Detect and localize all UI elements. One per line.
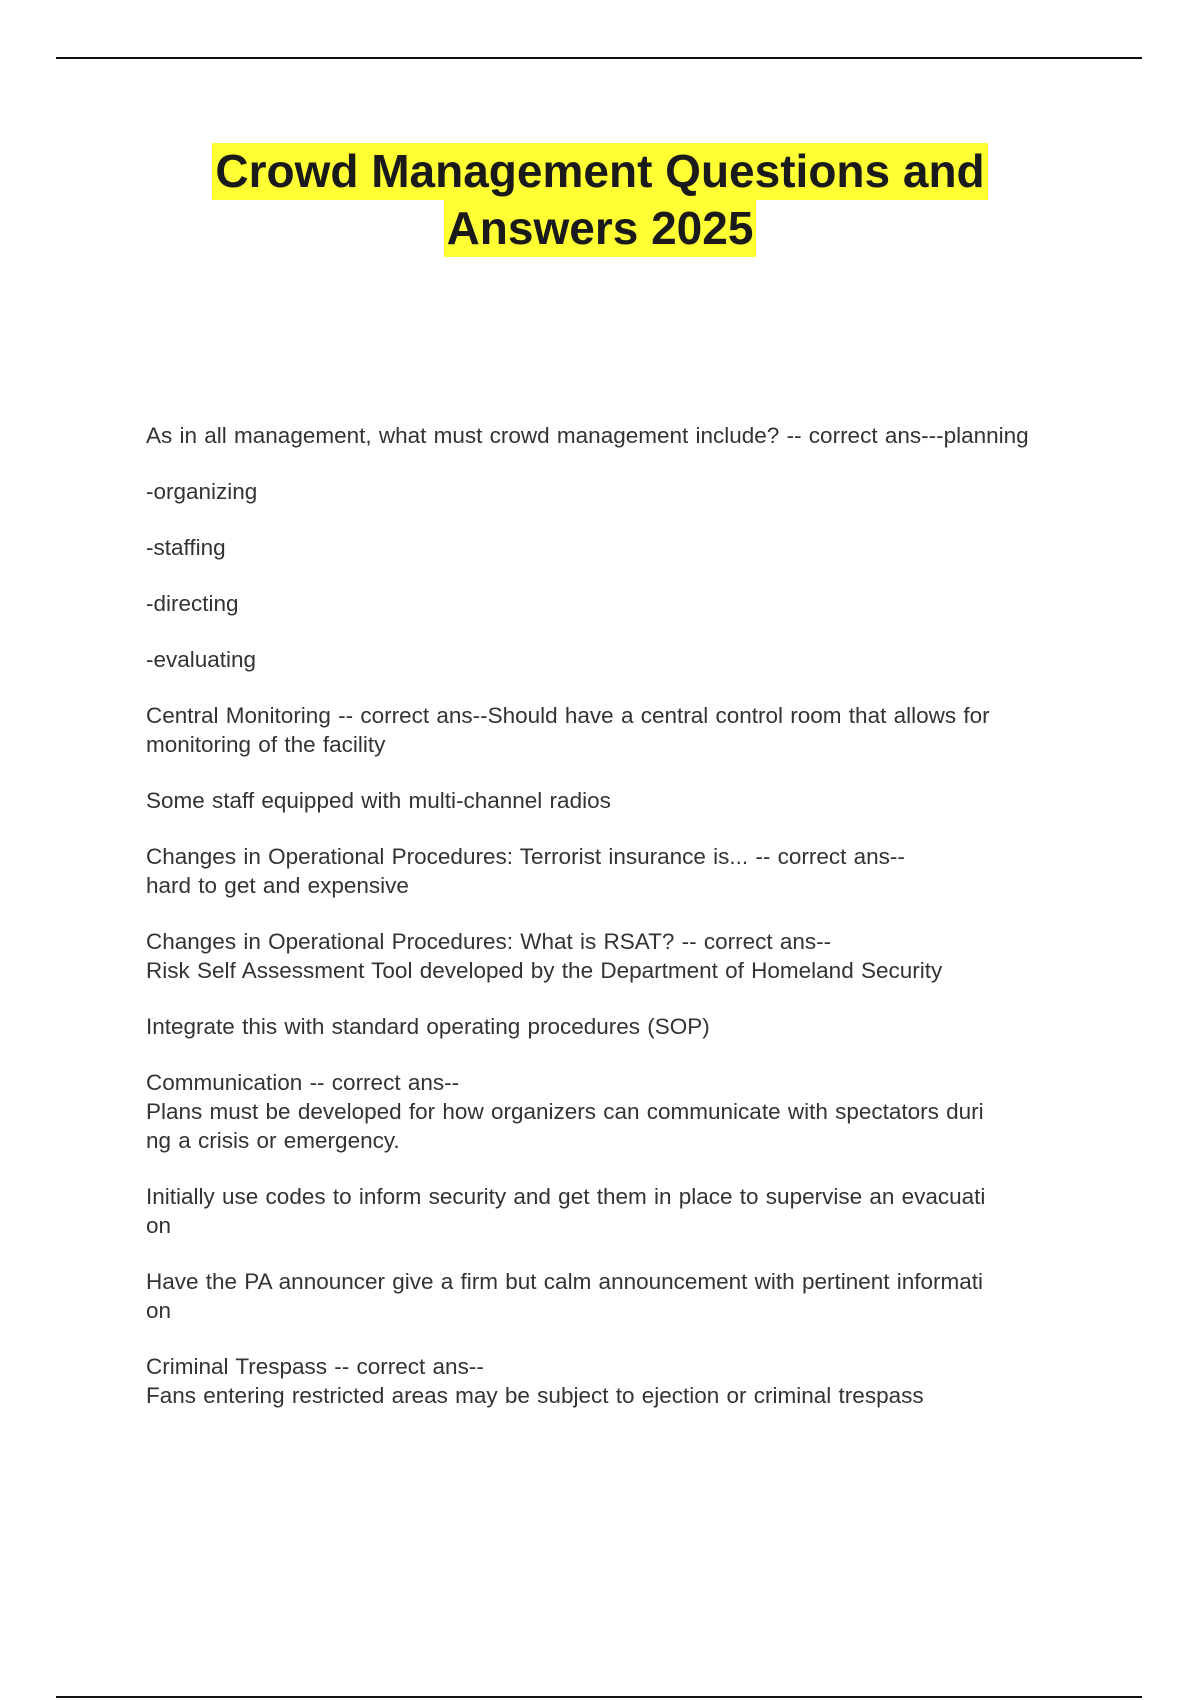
paragraph-criminal-trespass: Criminal Trespass -- correct ans-- Fans entering restricted areas may be subject to ejection or criminal trespass (146, 1354, 924, 1408)
title-line-2: Answers 2025 (444, 200, 757, 257)
paragraph-organizing: -organizing (146, 479, 258, 504)
paragraph-central-monitoring: Central Monitoring -- correct ans--Should have a central control room that allows for monitoring of the facility (146, 703, 990, 757)
paragraph-question-crowd-management: As in all management, what must crowd management include? -- correct ans---planning (146, 423, 1029, 448)
paragraph-staffing: -staffing (146, 535, 226, 560)
document-title (0, 143, 1200, 257)
paragraph-directing: -directing (146, 591, 239, 616)
paragraph-communication: Communication -- correct ans-- Plans must be developed for how organizers can communicate with spectators duri ng a crisis or emergency. (146, 1070, 984, 1153)
paragraph-evaluating: -evaluating (146, 647, 257, 672)
paragraph-sop: Integrate this with standard operating procedures (SOP) (146, 1014, 710, 1039)
paragraph-pa-announcer: Have the PA announcer give a firm but calm announcement with pertinent informati on (146, 1269, 984, 1323)
document-body (146, 421, 1096, 1437)
paragraph-rsat: Changes in Operational Procedures: What is RSAT? -- correct ans-- Risk Self Assessment Tool developed by the Department of Homeland Security (146, 929, 943, 983)
paragraph-terrorist-insurance: Changes in Operational Procedures: Terrorist insurance is... -- correct ans-- hard to get and expensive (146, 844, 905, 898)
paragraph-multi-channel-radios: Some staff equipped with multi-channel radios (146, 788, 611, 813)
bottom-horizontal-rule (56, 1696, 1142, 1698)
top-horizontal-rule (56, 57, 1142, 59)
paragraph-codes-evacuation: Initially use codes to inform security and get them in place to supervise an evacuati on (146, 1184, 986, 1238)
title-line-1: Crowd Management Questions and (212, 143, 987, 200)
